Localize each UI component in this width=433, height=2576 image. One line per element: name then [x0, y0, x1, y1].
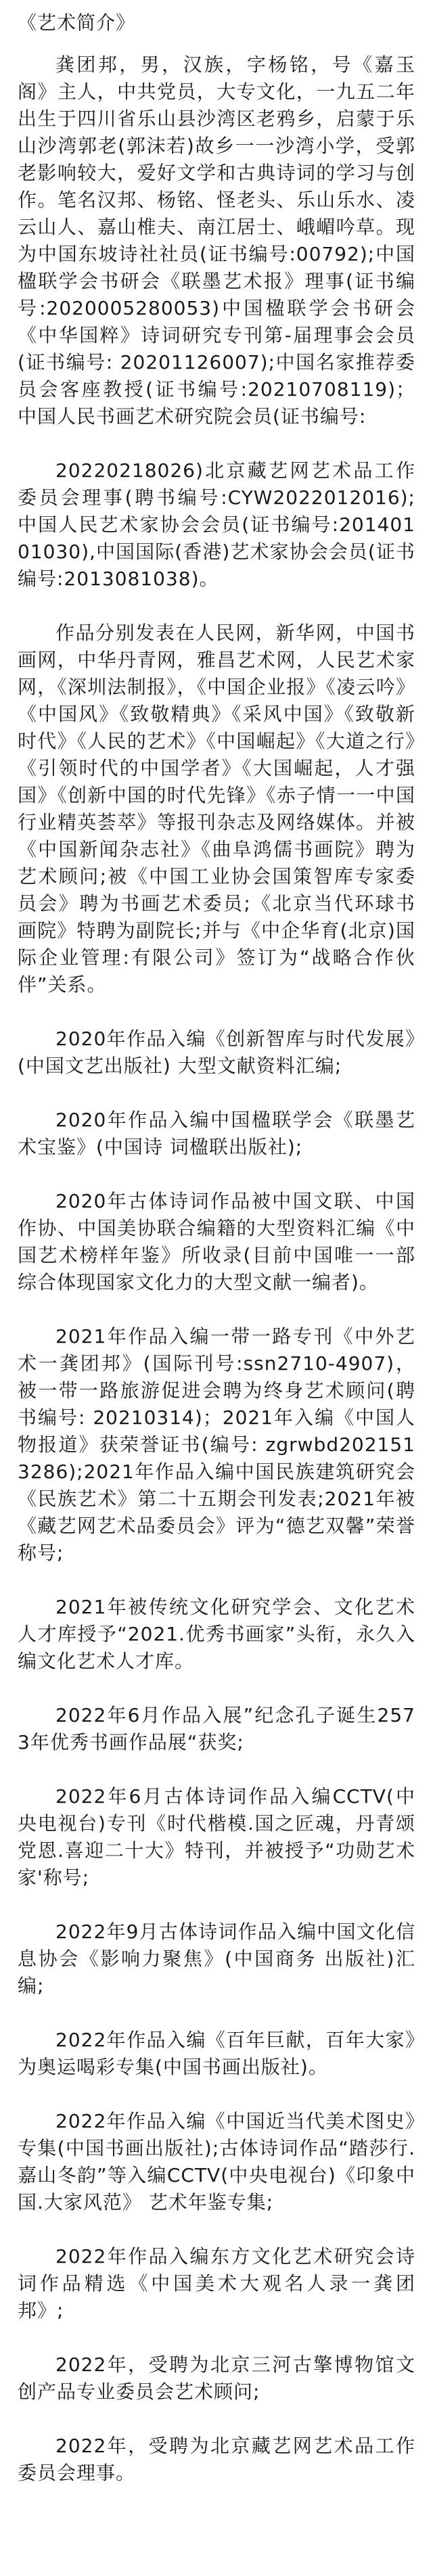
paragraph-2022-confucius: 2022年6月作品入展”纪念孔子诞生2573年优秀书画作品展“获奖;	[18, 1704, 415, 1753]
paragraph-2022-cctv: 2022年6月古体诗词作品入编CCTV(中央电视台)专刊《时代楷模.国之匠魂，丹青颂党恩.喜迎二十大》特刊，并被授予“功勋艺术家'称号;	[18, 1785, 415, 1889]
paragraph-2020-yearbook: 2020年古体诗词作品被中国文联、中国作协、中国美协联合编籍的大型资料汇编《中国艺术榜样年鉴》所收录(目前中国唯一一部综合体现国家文化力的大型文献一编者)。	[18, 1190, 415, 1293]
paragraph-2020-couplet: 2020年作品入编中国楹联学会《联墨艺术宝鉴》(中国诗 词楹联出版社);	[18, 1109, 415, 1158]
paragraph-2020-innovation: 2020年作品入编《创新智库与时代发展》(中国文艺出版社) 大型文献资料汇编;	[18, 1028, 415, 1077]
paragraph-biography: 龚团邦，男，汉族，字杨铭，号《嘉玉阁》主人，中共党员，大专文化，一九五二年出生于四川省乐山县沙湾区老鸦乡，启蒙于乐山沙湾郭老(郭沫若)故乡一一沙湾小学，受郭老影响较大，爱好文学和古典诗词的学习与创作。笔名汉邦、杨铭、怪老头、乐山乐水、凌云山人、嘉山椎夫、南江居士、峨嵋吟草。现为中国东坡诗社社员(证书编号:00792);中国楹联学会书研会《联墨艺术报》理事(证书编号:2020005280053)中国楹联学会书研会《中华国粹》诗词研究专刊第-届理事会会员(证书编号: 20201126007);中国名家推荐委员会客座教授(证书编号:20210708119)；中国人民书画艺术研究院会员(证书编号:	[18, 53, 415, 428]
paragraph-2022-museum: 2022年，受聘为北京三河古擎博物馆文创产品专业委员会艺术顾问;	[18, 2353, 415, 2403]
paragraph-2022-influence: 2022年9月古体诗词作品入编中国文化信息协会《影响力聚焦》(中国商务 出版社)汇编;	[18, 1920, 415, 1997]
paragraph-2021-belt-road: 2021年作品入编一带一路专刊《中外艺术一龚团邦》(国际刊号:ssn2710-4907)，被一带一路旅游促进会聘为终身艺术顾问(聘书编号: 20210314)；2021年入编《中国人物报道》获荣誉证书(编号: zgrwbd2021513286);2021年作品入编中国民族建筑研究会《民族艺术》第二十五期会刊发表;2021年被《藏艺网艺术品委员会》评为“德艺双馨”荣誉称号;	[18, 1325, 415, 1564]
paragraph-memberships: 20220218026)北京藏艺网艺术品工作委员会理事(聘书编号:CYW2022012016);中国人民艺术家协会会员(证书编号:20140101030),中国国际(香港)艺术家协会会员(证书编号:2013081038)。	[18, 459, 415, 590]
paragraph-2022-art-history: 2022年作品入编《中国近当代美术图史》专集(中国书画出版社);古体诗词作品“踏莎行.嘉山冬韵”等入编CCTV(中央电视台)《印象中国.大家风范》 艺术年鉴专集;	[18, 2110, 415, 2213]
paragraph-publications: 作品分别发表在人民网，新华网，中国书画网，中华丹青网，雅昌艺术网，人民艺术家网，《深圳法制报》，《中国企业报》《凌云吟》《中国风》《致敬精典》《采风中国》《致敬新时代》《人民的艺术》《中国崛起》《大道之行》《引领时代的中国学者》《大国崛起，人才强国》《创新中国的时代先锋》《赤子情一一中国行业精英荟萃》等报刊杂志及网络媒体。并被《中国新闻杂志社》《曲阜鸿儒书画院》聘为艺术顾问;被《中国工业协会国策智库专家委员会》聘为书画艺术委员;《北京当代环球书画院》特聘为副院长;并与《中企华育(北京)国际企业管理:有限公司》签订为“战略合作伙伴”关系。	[18, 622, 415, 996]
paragraph-2022-olympics: 2022年作品入编《百年巨献，百年大家》为奥运喝彩专集(中国书画出版社)。	[18, 2029, 415, 2078]
paragraph-2021-talent: 2021年被传统文化研究学会、文化艺术人才库授予“2021.优秀书画家”头衔，永久入编文化艺术人才库。	[18, 1596, 415, 1672]
paragraph-2022-council: 2022年，受聘为北京藏艺网艺术品工作委员会理事。	[18, 2435, 415, 2484]
paragraph-2022-oriental: 2022年作品入编东方文化艺术研究会诗词作品精选《中国美术大观名人录一龚团邦》;	[18, 2245, 415, 2322]
article-title: 《艺术简介》	[18, 12, 136, 34]
